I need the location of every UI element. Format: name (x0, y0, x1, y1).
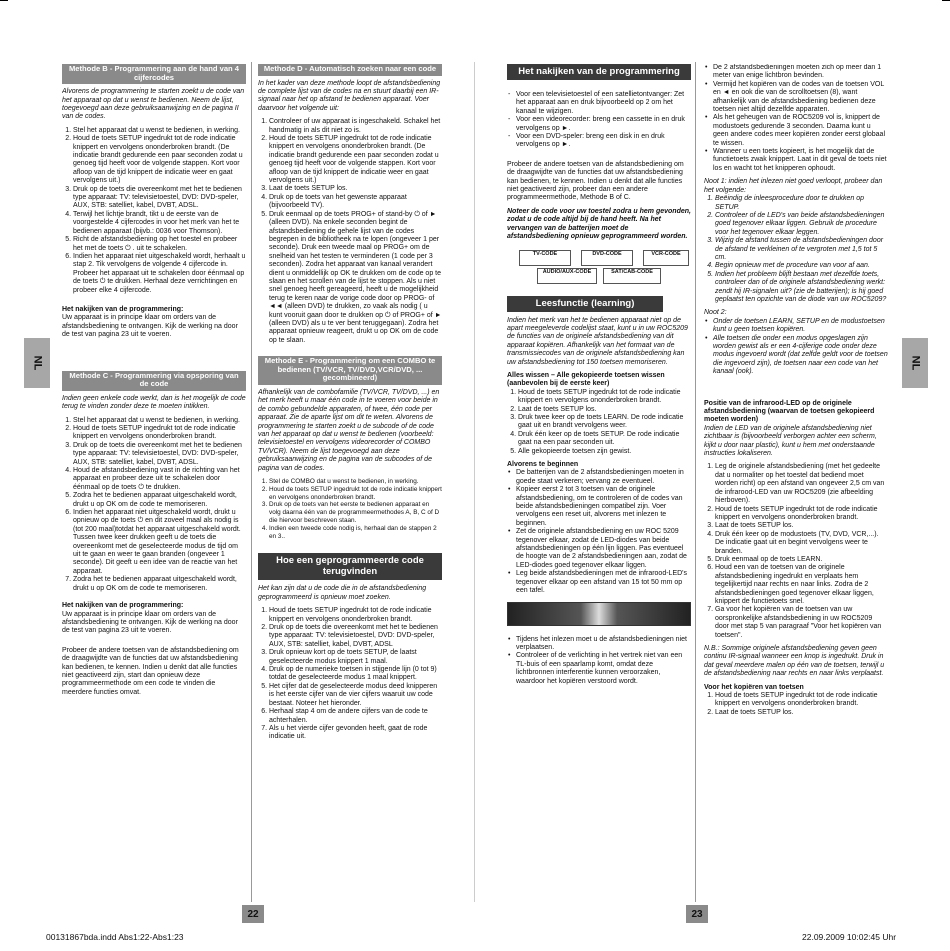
crop-mark (942, 0, 950, 1)
steps-list (258, 118, 442, 345)
page-number-left: 22 (242, 905, 264, 923)
note-heading: Noot 1: indien het inlezen niet goed verloopt, probeer dan het volgende: (704, 178, 883, 194)
subheading: Het nakijken van de programmering: (62, 305, 184, 313)
list-item: 3. Druk op de toets die overeenkomt met het te bedienen type apparaat: TV: televisietoestel, DVD: DVD-speler, AUX, STB: satelliet, kabel, DVBT, ADSL. (73, 186, 246, 211)
list-item: 4. Druk één keer op de toets SETUP. De rode indicatie gaat na een paar seconden uit. (518, 431, 691, 448)
bullet-list (704, 64, 888, 173)
list-item: 3. Druk op de toets die overeenkomt met het te bedienen type apparaat: TV: televisietoestel, DVD: DVD-speler, AUX, STB: satelliet, kabel, DVBT, ADSL. (73, 442, 246, 467)
paragraph: Afhankelijk van de combofamilie (TV/VCR, TV/DVD, ...) en het merk heeft u maar één code in te voeren voor beide in de combo gebundelde apparaten, of twee, één code per apparaat. Zie de aparte lijst om dit te weten. Alvorens de programmering te starten zoekt u de subcode of de code van het apparaat op dat u wenst te bedienen (voorbeeld: televisietoestel en vervolgens videorecorder of COMBO TV/VCR). Neem de lijst toegevoegd aan deze gebruiksaanwijzing en de pagina van de subcodes of de pagina van de codes. (258, 388, 440, 472)
paragraph: Indien het merk van het te bedienen apparaat niet op de apart meegeleverde codelijst staat, kunt u in uw ROC5209 de functies van de originele afstandsbediening van dit apparaat kopiëren. Afhankelijk van het formaat van de transmissiecodes van de originele afstandsbediening kan uw afstandsbediening tot 150 toetsen memoriseren. (507, 316, 688, 366)
list-item: 2. Controleer of de LED's van beide afstandsbedieningen goed tegenover elkaar liggen. Gebruik de procedure voor het tegenover elkaar leggen. (715, 212, 888, 237)
section-header: Methode E - Programmering om een COMBO te bedienen (TV/VCR, TV/DVD,VCR/DVD, ... gecombineerd) (258, 356, 442, 385)
bullet-list (704, 318, 888, 377)
section-header: Leesfunctie (learning) (507, 296, 663, 312)
list-item: 1. Houd de toets SETUP ingedrukt tot de rode indicatie knippert en vervolgens ononderbroken brandt. (715, 692, 888, 709)
list-item: 4. Druk één keer op de modustoets (TV, DVD, VCR,...). De indicatie gaat uit en begint vervolgens weer te branden. (715, 531, 888, 556)
page-gutter (474, 62, 475, 902)
list-item: • Onder de toetsen LEARN, SETUP en de modustoetsen kunt u geen toetsen kopiëren. (713, 318, 888, 335)
paragraph: N.B.: Sommige originele afstandsbediening geven geen continu IR-signaal wanneer een knop is ingedrukt. Druk in dat geval meerdere malen op één van de toetsen, terwijl u de afstandsbediening naar rechts en naar links verplaatst. (704, 645, 885, 678)
list-item: 2. Houd de toets SETUP ingedrukt tot de rode indicatie knippert en vervolgens ononderbroken brandt. (De indicatie brandt gedurende een paar seconden zodat u genoeg tijd heeft voor de volgende stappen. Kort voor afloop van de tijd knippert de indicatie weer en gaat vervolgens uit.) (269, 135, 442, 185)
steps-list (62, 417, 246, 594)
list-item: • Leg beide afstandsbedieningen met de infrarood-LED's tegenover elkaar op een afstand van 15 tot 50 mm op een tafel. (516, 570, 691, 595)
list-item: • Controleer of de verlichting in het vertrek niet van een TL-buis of een spaarlamp komt, omdat deze lichtbronnen interferentie kunnen veroorzaken, waardoor het kopiëren verstoord wordt. (516, 652, 691, 686)
list-item: 2. Houd de toets SETUP ingedrukt tot de rode indicatie knippert en vervolgens ononderbroken brandt. (715, 506, 888, 523)
steps-list (704, 195, 888, 304)
list-item: 3. Laat de toets SETUP los. (269, 185, 442, 193)
steps-list (62, 127, 246, 295)
page-number-right: 23 (686, 905, 708, 923)
paragraph: Het kan zijn dat u de code die in de afstandsbediening geprogrammeerd is opnieuw moet zoeken. (258, 585, 427, 601)
column-3 (507, 64, 691, 904)
remotes-alignment-illustration (507, 602, 691, 626)
list-item: 3. Wijzig de afstand tussen de afstandsbedieningen door de afstand te verkleinen of te vergroten met 1,5 tot 5 cm. (715, 237, 888, 262)
list-item: • Alle toetsen die onder een modus opgeslagen zijn worden gewist als er een 4-cijferige code onder deze modus ingevoerd wordt (dat zelfde geldt voor de toetsen die ingevoerd zijn), de toetsen naar een code van het kanaal (ook). (713, 335, 888, 377)
vcr-code-box: VCR-CODE (643, 250, 689, 266)
language-tab-left: NL (24, 338, 50, 388)
list-item: - Voor een televisietoestel of een satellietontvanger: Zet het apparaat aan en druk bijvoorbeeld op 2 om het kanaal te wijzigen. (516, 91, 691, 116)
list-item: • Zet de originele afstandsbediening en uw ROC 5209 tegenover elkaar, zodat de LED-diodes van beide afstandsbedieningen op één lijn liggen. Pas eventueel de hoogte van de 2 afstandsbedieningen aan, zodat de LED-diodes goed tegenover elkaar liggen. (516, 528, 691, 570)
list-item: 5. Indien het probleem blijft bestaan met dezelfde toets, controleer dan of de originele afstandsbediening werkt: zendt hij IR-signalen uit? (zie de batterijen); is hij goed geplaatst ten opzichte van de diode van uw ROC5209? (715, 271, 888, 305)
paragraph: Uw apparaat is in principe klaar om orders van de afstandsbediening te ontvangen. Kijk de werking na door de test van pagina 23 uit te voeren. (62, 314, 238, 339)
list-item: 3. Druk op de toets van het eerste te bedienen apparaat en volg daarna één van de programmeermethodes A, B, C of D die hiervoor beschreven staan. (269, 501, 442, 524)
subheading: Voor het kopiëren van toetsen (704, 683, 804, 691)
list-item: • Kopieer eerst 2 tot 3 toetsen van de originele afstandsbediening, om te controleren of de codes van beide afstandsbedieningen compatibel zijn. Voer vervolgens een reset uit, alvorens met inlezen te beginnen. (516, 486, 691, 528)
list-item: 7. Ga voor het kopiëren van de toetsen van uw oorspronkelijke afstandsbediening in uw ROC5209 door met stap 5 van paragraaf "Voor het kopiëren van toetsen". (715, 606, 888, 640)
column-divider (251, 62, 252, 902)
list-item: 4. Terwijl het lichtje brandt, tikt u de eerste van de voorgestelde 4 cijfercodes in voor het merk van het te bedienen apparaat (bijvb.: 0036 voor Thomson). (73, 211, 246, 236)
list-item: • De batterijen van de 2 afstandsbedieningen moeten in goede staat verkeren; vervang ze eventueel. (516, 469, 691, 486)
list-item: 4. Houd de afstandsbediening vast in de richting van het apparaat en probeer deze uit te schakelen door éénmaal op de toets ⏻ te drukken. (73, 467, 246, 492)
list-item: 7. Zodra het te bedienen apparaat uitgeschakeld wordt, drukt u op OK om de code te memoriseren. (73, 576, 246, 593)
list-item: 2. Laat de toets SETUP los. (715, 709, 888, 717)
steps-list (507, 389, 691, 456)
section-header: Methode D - Automatisch zoeken naar een code (258, 64, 442, 76)
column-1 (62, 64, 246, 904)
list-item: 1. Controleer of uw apparaat is ingeschakeld. Schakel het handmatig in als dit niet zo is. (269, 118, 442, 135)
subheading: Het nakijken van de programmering: (62, 602, 184, 610)
list-item: 1. Stel het apparaat dat u wenst te bedienen, in werking. (73, 417, 246, 425)
list-item: 5. Druk eenmaal op de toets PROG+ of stand-by ⏻ of ► (alleen DVD). Na enkele seconden begint de afstandsbediening de gehele lijst van de codes begrepen in de bibliotheek na te lopen (ongeveer 1 per seconde). Druk een tweede maal op PROG+ om de snelheid van het testen te verminderen (1 code per 3 seconden). Zodra het apparaat van kanaal verandert dient u onmiddellijk op OK te drukken om de code op te slaan en het scrollen van de lijst te stoppen. Als u niet snel genoeg heeft gereageerd, heeft u de mogelijkheid terug te keren naar de vorige code door op PROG- of ◄◄ (alleen DVD) te drukken, zo vaak als nodig ( u kunt vooruit gaan door te drukken op ⏻ of PROG+ of ► (alleen DVD) als u te ver bent teruggegaan). Zodra het apparaat opnieuw reageert, drukt u op OK om de code op te slaan. (269, 211, 442, 346)
list-item: 4. Druk op de toets van het gewenste apparaat (bijvoorbeeld TV). (269, 194, 442, 211)
sat-code-box: SAT/CAB-CODE (603, 268, 661, 284)
list-item: 5. Druk eenmaal op de toets LEARN. (715, 556, 888, 564)
list-item: 4. Indien een tweede code nodig is, herhaal dan de stappen 2 en 3.. (269, 525, 442, 541)
list-item: 2. Houd de toets SETUP ingedrukt tot de rode indicatie knippert en vervolgens ononderbroken brandt. (269, 486, 442, 502)
steps-list (704, 463, 888, 640)
list-item: • Als het geheugen van de ROC5209 vol is, knippert de modustoets gedurende 3 seconden. Daarna kunt u geen andere codes meer kopiëren zonder eerst globaal te wissen. (713, 114, 888, 148)
code-boxes (507, 250, 691, 286)
list-item: • Vermijd het kopiëren van de codes van de toetsen VOL en ◄ en ook die van de scrolltoetsen (8), want afhankelijk van de afstandsbediening bedienen deze toetsen niet altijd dezelfde apparaten. (713, 81, 888, 115)
note-heading: Noot 2: (704, 309, 727, 317)
list-item: 4. Druk op de numerieke toetsen in stijgende lijn (0 tot 9) totdat de geselecteerde modus 1 maal knippert. (269, 666, 442, 683)
list-item: 1. Beëindig de inleesprocedure door te drukken op SETUP. (715, 195, 888, 212)
list-item: 2. Laat de toets SETUP los. (518, 406, 691, 414)
list-item: • Wanneer u een toets kopieert, is het mogelijk dat de functietoets zwak knippert. Laat in dit geval de toets niet los en wacht tot het knipperen ophoudt. (713, 148, 888, 173)
list-item: - Voor een videorecorder: breng een cassette in en druk vervolgens op ►. (516, 116, 691, 133)
steps-list (258, 478, 442, 540)
bullet-list (507, 636, 691, 686)
subheading: Positie van de infrarood-LED op de originele afstandsbediening (waarvan de toetsen gekopieerd moeten worden) (704, 399, 875, 424)
bullet-list (507, 469, 691, 595)
section-header: Methode C - Programmering via opsporing van de code (62, 371, 246, 391)
list-item: 1. Houd de toets SETUP ingedrukt tot de rode indicatie knippert en vervolgens ononderbroken brandt. (269, 607, 442, 624)
list-item: 6. Houd een van de toetsen van de originele afstandsbediening ingedrukt en verplaats hem tegelijkertijd naar rechts en naar links. Zodra de 2 afstandsbedieningen goed tegenover elkaar liggen, knippert de functietoets snel. (715, 564, 888, 606)
print-footer-left: 00131867bda.indd Abs1:22-Abs1:23 (46, 932, 184, 942)
list-item: 1. Stel het apparaat dat u wenst te bedienen, in werking. (73, 127, 246, 135)
list-item: 3. Druk opnieuw kort op de toets SETUP, de laatst geselecteerde modus knippert 1 maal. (269, 649, 442, 666)
list-item: 1. Houd de toets SETUP ingedrukt tot de rode indicatie knippert en vervolgens ononderbroken brandt. (518, 389, 691, 406)
list-item: 5. Alle gekopieerde toetsen zijn gewist. (518, 448, 691, 456)
list-item: 2. Houd de toets SETUP ingedrukt tot de rode indicatie knippert en vervolgens ononderbroken brandt. (73, 425, 246, 442)
section-header: Hoe een geprogrammeerde code terugvinden (258, 553, 442, 580)
audio-code-box: AUDIO/AUX-CODE (537, 268, 597, 284)
list-item: 6. Indien het apparaat niet uitgeschakeld wordt, herhaalt u stap 2. Tik vervolgens de volgende 4 cijfercode in. Probeer het apparaat uit te schakelen door éénmaal op de toets ⏻ te drukken. Herhaal deze verrichtingen en probeer elke 4 cijfercode. (73, 253, 246, 295)
list-item: 2. Druk op de toets die overeenkomt met het te bedienen type apparaat: TV: televisietoestel, DVD: DVD-speler, AUX, STB: satelliet, kabel, DVBT, ADSL (269, 624, 442, 649)
list-item: 1. Leg de originele afstandsbediening (met het gedeelte dat u normaliter op het toestel dat bediend moet worden richt) op een afstand van ongeveer 2,5 cm van de infrarood-LED van uw ROC5209 (zie afbeelding hierboven). (715, 463, 888, 505)
column-divider (695, 62, 696, 902)
tv-code-box: TV-CODE (519, 250, 571, 266)
subheading: Alvorens te beginnen (507, 461, 579, 468)
print-footer-right: 22.09.2009 10:02:45 Uhr (802, 932, 897, 942)
list-item: 5. Zodra het te bedienen apparaat uitgeschakeld wordt, drukt u op OK om de code te memoriseren. (73, 492, 246, 509)
paragraph: Uw apparaat is in principe klaar om orders van de afstandsbediening te ontvangen. Kijk de werking na door de test van pagina 23 uit te voeren. (62, 610, 238, 635)
section-header: Het nakijken van de programmering (507, 64, 691, 80)
dvd-code-box: DVD-CODE (581, 250, 633, 266)
list-item: 3. Laat de toets SETUP los. (715, 522, 888, 530)
list-item: 5. Richt de afstandsbediening op het toestel en probeer het met de toets ⏻ . uit te schakelen. (73, 236, 246, 253)
section-header: Methode B - Programmering aan de hand van 4 cijfercodes (62, 64, 246, 84)
paragraph: Indien de LED van de originele afstandsbediening niet zichtbaar is (bijvoorbeeld verborgen achter een scherm, kijkt u door naar plastic), kunt u hem met onderstaande instructies lokaliseren. (704, 424, 877, 458)
list-item: 3. Druk twee keer op de toets LEARN. De rode indicatie gaat uit en brandt vervolgens weer. (518, 414, 691, 431)
list-item: 5. Het cijfer dat de geselecteerde modus deed knipperen is het eerste cijfer van de vier cijfers waaruit uw code bestaat. Noteer het hieronder. (269, 683, 442, 708)
steps-list (258, 607, 442, 742)
column-4 (704, 64, 888, 904)
note-paragraph: Noteer de code voor uw toestel zodra u hem gevonden, zodat u de code altijd bij de hand heeft. Na het vervangen van de batterijen moet de afstandsbediening opnieuw geprogrammeerd worden. (507, 207, 691, 241)
steps-list (704, 692, 888, 717)
list-item: 1. Stel de COMBO dat u wenst te bedienen, in werking. (269, 478, 442, 486)
paragraph: Probeer de andere toetsen van de afstandsbediening om de draagwijdte van de functies dat uw afstandsbediening kan bedienen, te kennen. Indien u denkt dat alle functies niet geactiveerd zijn, start dan opnieuw deze programmeermethode om een code te vinden die meerdere functies omvat. (62, 646, 239, 696)
list-item: • Tijdens het inlezen moet u de afstandsbedieningen niet verplaatsen. (516, 636, 691, 653)
crop-mark (0, 0, 8, 1)
bullet-list (507, 91, 691, 150)
list-item: - Voor een DVD-speler: breng een disk in en druk vervolgens op ►. (516, 133, 691, 150)
language-tab-right: NL (902, 338, 928, 388)
list-item: 2. Houd de toets SETUP ingedrukt tot de rode indicatie knippert en vervolgens ononderbroken brandt. (De indicatie brandt gedurende een paar seconden zodat u genoeg tijd heeft voor de volgende stappen. Kort voor afloop van de tijd knippert de indicatie weer en gaat vervolgens uit.) (73, 135, 246, 185)
paragraph: In het kader van deze methode loopt de afstandsbediening de complete lijst van de codes na en stuurt daarbij een IR-signaal naar het op afstand te bedienen apparaat. Voer daarvoor het volgende uit: (258, 79, 441, 112)
list-item: 6. Herhaal stap 4 om de andere cijfers van de code te achterhalen. (269, 708, 442, 725)
list-item: 7. Als u het vierde cijfer gevonden heeft, gaat de rode indicatie uit. (269, 725, 442, 742)
paragraph: Indien geen enkele code werkt, dan is het mogelijk de code terug te vinden zonder deze te moeten intikken. (62, 394, 246, 411)
subheading: Alles wissen – Alle gekopieerde toetsen wissen (aanbevolen bij de eerste keer) (507, 371, 665, 388)
list-item: • De 2 afstandsbedieningen moeten zich op meer dan 1 meter van enige lichtbron bevinden. (713, 64, 888, 81)
list-item: 6. Indien het apparaat niet uitgeschakeld wordt, drukt u opnieuw op de toets ⏻ en dit zoveel maal als nodig is (tot 200 maal)totdat het apparaat uitgeschakeld wordt. Tussen twee keer drukken geeft u de toets die overeenkomt met de geselecteerde modus de tijd om uit te gaan en weer te gaan branden (ongeveer 1 seconde). Dit geeft u een idee van de reactie van het apparaat. (73, 509, 246, 576)
paragraph: Probeer de andere toetsen van de afstandsbediening om de draagwijdte van de functies dat uw afstandsbediening kan bedienen, te kennen. Indien u denkt dat alle functies niet geactiveerd zijn, probeer dan een andere programmeermethode, Methode B of C. (507, 160, 684, 202)
paragraph: Alvorens de programmering te starten zoekt u de code van het apparaat op dat u wenst te bedienen. Neem de lijst, toegevoegd aan deze gebruiksaanwijzing en de pagina II van de codes. (62, 88, 245, 121)
list-item: 4. Begin opnieuw met de procedure van voor af aan. (715, 262, 888, 270)
column-2 (258, 64, 442, 904)
